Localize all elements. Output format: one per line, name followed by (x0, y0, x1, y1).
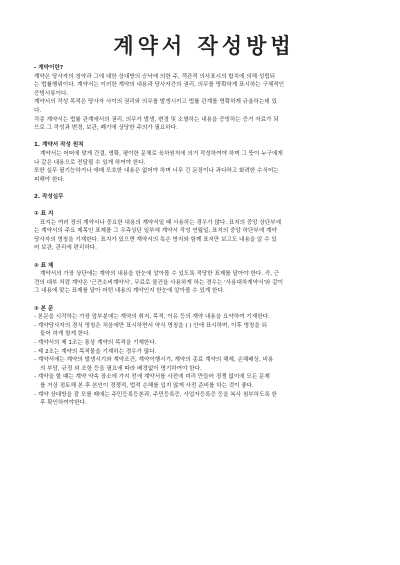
subsection-body-line: 의 부담, 규정 외 조항 등을 필요에 따라 배경없이 명기하여야 한다. (40, 365, 202, 372)
subsection-body-line: - 본문을 시작하는 가장 앞부분에는 계약의 취지, 목적, 이유 등의 계약 내용을 요약하여 기재한다. (34, 314, 270, 321)
section-1-heading: 1. 계약서 작성 원칙 (34, 142, 84, 149)
subsection-cover-line: 당사자의 명칭을 기재한다. 표지가 있으면 계약서의 특손 방지와 함께 표지만 보고도 내용을 알 수 있 (34, 236, 277, 243)
subsection-body-line: 를 거상 점토해 본 후 본인이 경쟁적, 법적 손해를 입지 않게 사전 준비를 하는 것이 좋다. (40, 382, 254, 389)
subsection-title-line: 계약서의 가장 상단에는 계약의 내용을 한눈에 알아볼 수 있도록 적당한 표제를 달아야 한다. 즉, 근 (40, 271, 280, 278)
subsection-title-line: 견의 대부 처럼 계약은 '근견소비계약서', 무료로 물건을 사용하게 하는 경우는 '사용대차계약서'와 같이 (34, 279, 284, 286)
intro-line: 계약은 당사자의 청약과 그에 대한 상대방의 승낙에 의한 주, 객관적 의사표시의 합치에 의해 성립되 (34, 73, 276, 80)
subsection-cover-line: 는 계약서의 주요 제목인 표제를 그 우측상단 일부에 계약서 작성 연월일, 표지의 중앙 하단부에 계약 (34, 228, 277, 235)
subsection-title-heading: ② 표 제 (34, 262, 54, 269)
subsection-body-line: 후 확인하여야한다. (40, 400, 87, 407)
intro-line: 각종 계약서는 법률 관계에서의 권리, 의무가 발생, 변경 및 소멸하는 내용을 증빙하는 증거 자료가 되 (34, 116, 279, 123)
section-1-line: 나 같은 내용으로 전달될 수 있게 하여야 한다. (34, 159, 146, 166)
section-2-heading: 2. 작성실무 (34, 193, 64, 200)
intro-line: 는 법률행위이다. 계약서는 이러한 계약의 내용과 당사자간의 권리, 의무를 명확하게 표시하는 구체적인 (34, 82, 285, 89)
subsection-cover-line: 어 보관, 관리에 편리하다. (34, 245, 97, 252)
intro-line: 증빙서류이다. (34, 90, 69, 97)
section-1-line: 피해야 한다. (34, 176, 65, 183)
document-title: 계약서 작성방법 (113, 34, 295, 58)
intro-line: 다. (34, 107, 42, 114)
section-2 (34, 193, 374, 408)
subsection-body-line: 둘어 하게 함게 한다. (40, 331, 91, 338)
subsection-body-line: - 계약서의 제 1조는 통상 계약의 목적을 기재한다. (34, 340, 157, 346)
subsection-body-line: - 계약당사자의 경식 명칭은 처음에만 표시하면서 약식 명칭을 ( ) 안에 표시하며, 이후 명칭을 되 (34, 322, 267, 329)
subsection-body-heading: ③ 본 문 (34, 305, 54, 312)
section-1-line: 또한 실무 필기능하거나 애매 모호한 내용은 없어야 하며 너무 긴 문장이나 과다하고 화려한 수식어는 (34, 168, 279, 175)
section-1-line: 계약서는 어떠에 맞게 간결, 명확, 평이한 문체로 육하원칙에 의거 작성하여야 하며 그 뜻이 누구에게 (40, 150, 283, 157)
subsection-body-line: - 계약서에는 계약의 발생시기와 계약조건, 계약이행시기, 계약의 종료 계약의 해제, 손해배상, 비용 (34, 357, 274, 364)
intro-section (34, 64, 374, 133)
intro-heading: - 계약이란? (34, 65, 64, 71)
intro-line: 므로 그 작성과 변경, 보관, 폐기에 상당한 주의가 필요하다. (34, 125, 178, 132)
subsection-cover-line: 표지는 여러 장의 계약서나 중요한 내용의 계약서일 때 사용하는 경우가 많다. 표지의 중앙 상단부에 (40, 219, 282, 226)
subsection-cover-heading: ① 표 지 (34, 211, 54, 218)
subsection-body-line: - 계약을 할 때는 계약 약속 장소에 가지 전에 계약서를 사전에 미리 만들어 경쟁 없이에 모든 문제 (34, 374, 270, 381)
subsection-body-line: - 제 2조는 계약의 목적물을 기재하는 경우가 많다. (34, 348, 157, 355)
intro-line: 계약서의 작성 목적은 당사자 사이의 권리와 의무를 발생시키고 법률 관계를 명확하게 규율하는데 있 (34, 99, 277, 106)
subsection-title-line: 그 내용에 맞는 표제를 달아 어떤 내용의 계약인지 한눈에 알아볼 수 있게 한다. (34, 288, 225, 295)
subsection-body-line: - 계약 상대방을 잘 모를 때에는 주민등록등본과, 주민등록증, 사업자등록증 등을 복사 첨부하도록 한 (34, 391, 278, 398)
section-1 (34, 141, 374, 184)
